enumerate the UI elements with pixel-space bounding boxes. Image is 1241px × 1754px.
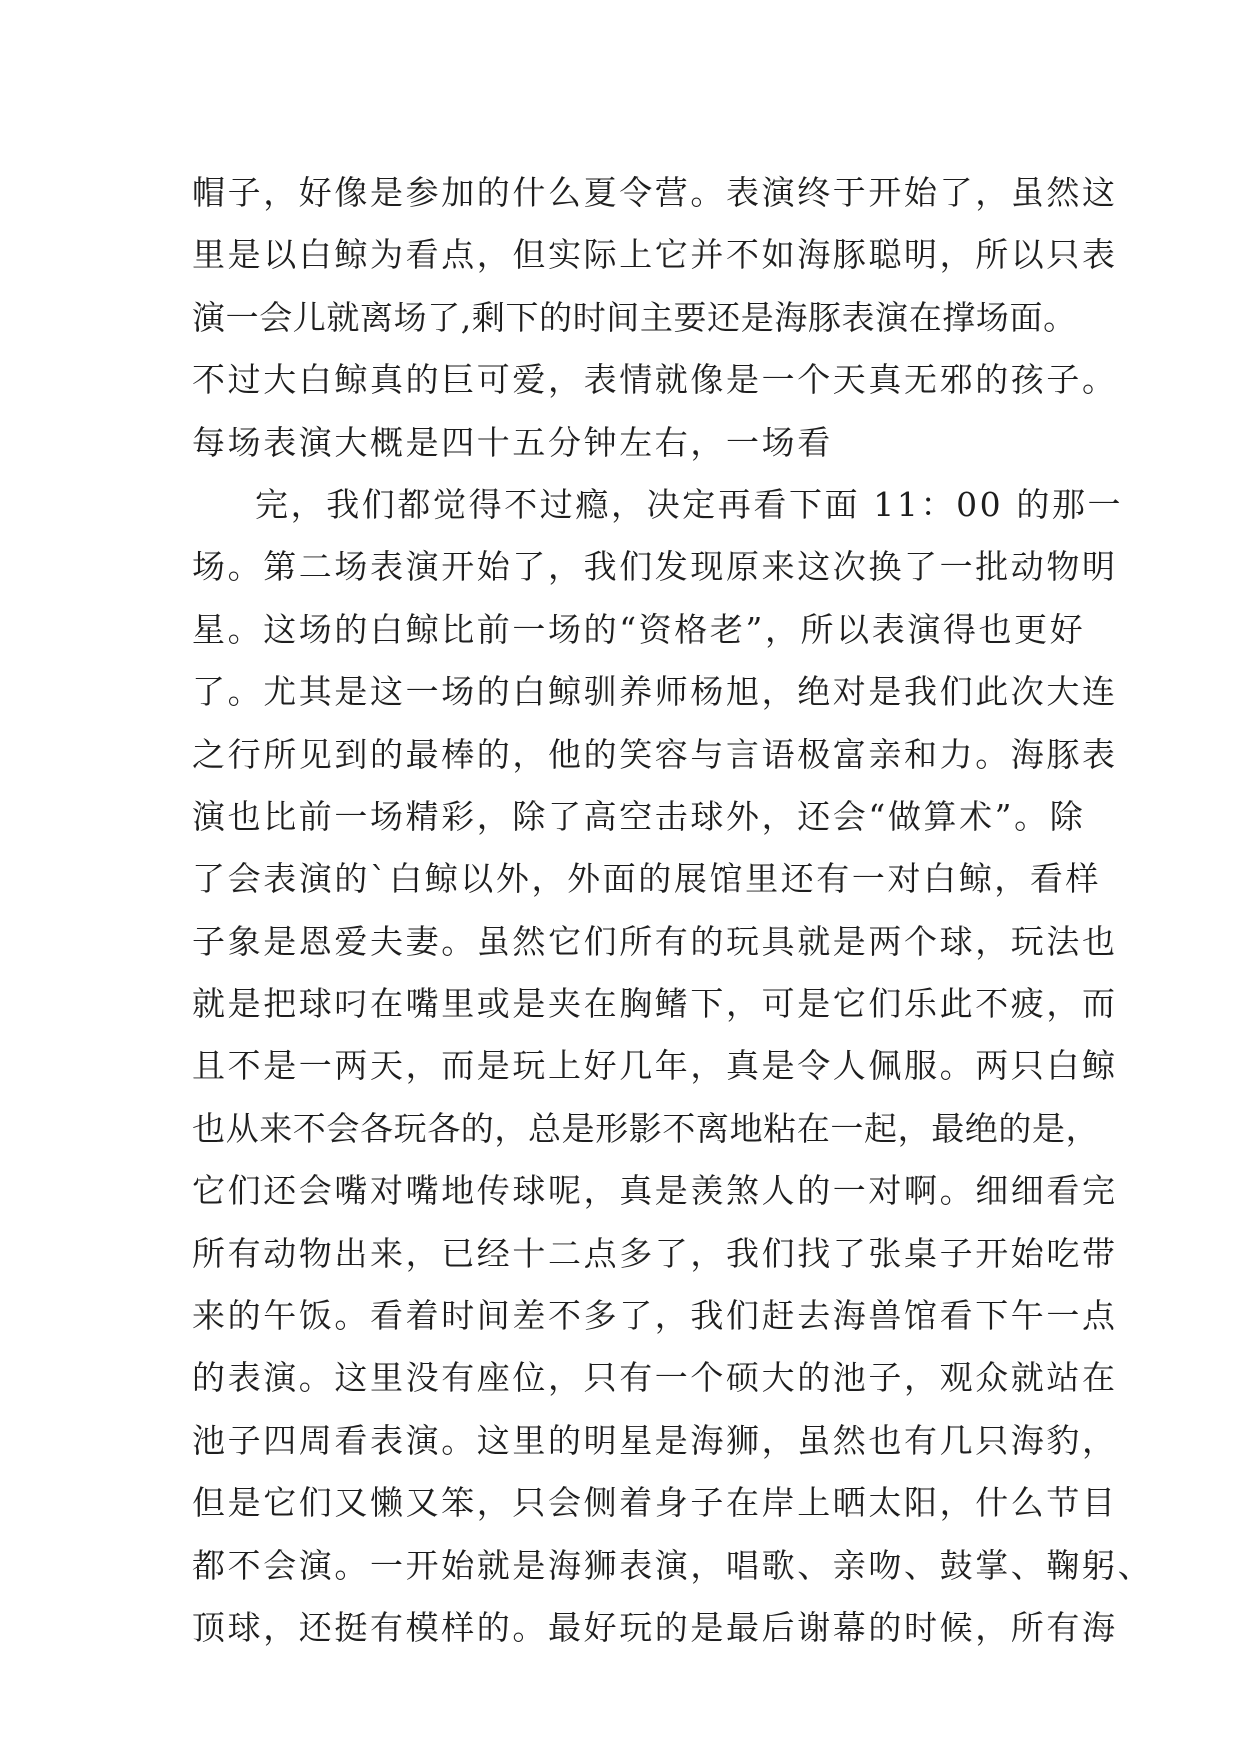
text-line: 但是它们又懒又笨，只会侧着身子在岸上晒太阳，什么节目: [192, 1483, 1118, 1523]
text-line: 顶球，还挺有模样的。最好玩的是最后谢幕的时候，所有海: [192, 1607, 1118, 1647]
text-line: 都不会演。一开始就是海狮表演，唱歌、亲吻、鼓掌、鞠躬、: [192, 1545, 1154, 1585]
text-line: 帽子，好像是参加的什么夏令营。表演终于开始了，虽然这: [192, 173, 1118, 212]
text-line: 之行所见到的最棒的，他的笑容与言语极富亲和力。海豚表: [192, 734, 1118, 774]
text-line: 了。尤其是这一场的白鲸驯养师杨旭，绝对是我们此次大连: [192, 672, 1118, 712]
text-line: 子象是恩爱夫妻。虽然它们所有的玩具就是两个球，玩法也: [192, 921, 1118, 961]
text-line: 也从来不会各玩各的，总是形影不离地粘在一起，最绝的是，: [192, 1108, 1100, 1148]
body-text: [192, 162, 1154, 1659]
text-line: 所有动物出来，已经十二点多了，我们找了张桌子开始吃带: [192, 1233, 1118, 1273]
text-line: 里是以白鲸为看点，但实际上它并不如海豚聪明，所以只表: [192, 235, 1118, 275]
text-line: 每场表演大概是四十五分钟左右，一场看: [192, 422, 833, 462]
text-line: 演也比前一场精彩，除了高空击球外，还会“做算术”。除: [192, 796, 1086, 836]
text-line: 它们还会嘴对嘴地传球呢，真是羡煞人的一对啊。细细看完: [192, 1171, 1118, 1211]
paragraph-first-line: 完，我们都觉得不过瘾，决定再看下面 11：00 的那一: [255, 484, 1124, 524]
text-line: 池子四周看表演。这里的明星是海狮，虽然也有几只海豹，: [192, 1420, 1118, 1460]
text-line: 了会表演的`白鲸以外，外面的展馆里还有一对白鲸，看样: [192, 859, 1102, 899]
text-line: 且不是一两天，而是玩上好几年，真是令人佩服。两只白鲸: [192, 1046, 1118, 1086]
text-line: 来的午饭。看着时间差不多了，我们赶去海兽馆看下午一点: [192, 1296, 1118, 1336]
text-line: 星。这场的白鲸比前一场的“资格老”，所以表演得也更好: [192, 609, 1086, 649]
text-line: 就是把球叼在嘴里或是夹在胸鳍下，可是它们乐此不疲，而: [192, 984, 1118, 1024]
text-line: 场。第二场表演开始了，我们发现原来这次换了一批动物明: [192, 547, 1118, 587]
text-line: 的表演。这里没有座位，只有一个硕大的池子，观众就站在: [192, 1358, 1118, 1398]
text-line: 演一会儿就离场了,剩下的时间主要还是海豚表演在撑场面。: [192, 297, 1077, 337]
text-line: 不过大白鲸真的巨可爱，表情就像是一个天真无邪的孩子。: [192, 360, 1118, 400]
